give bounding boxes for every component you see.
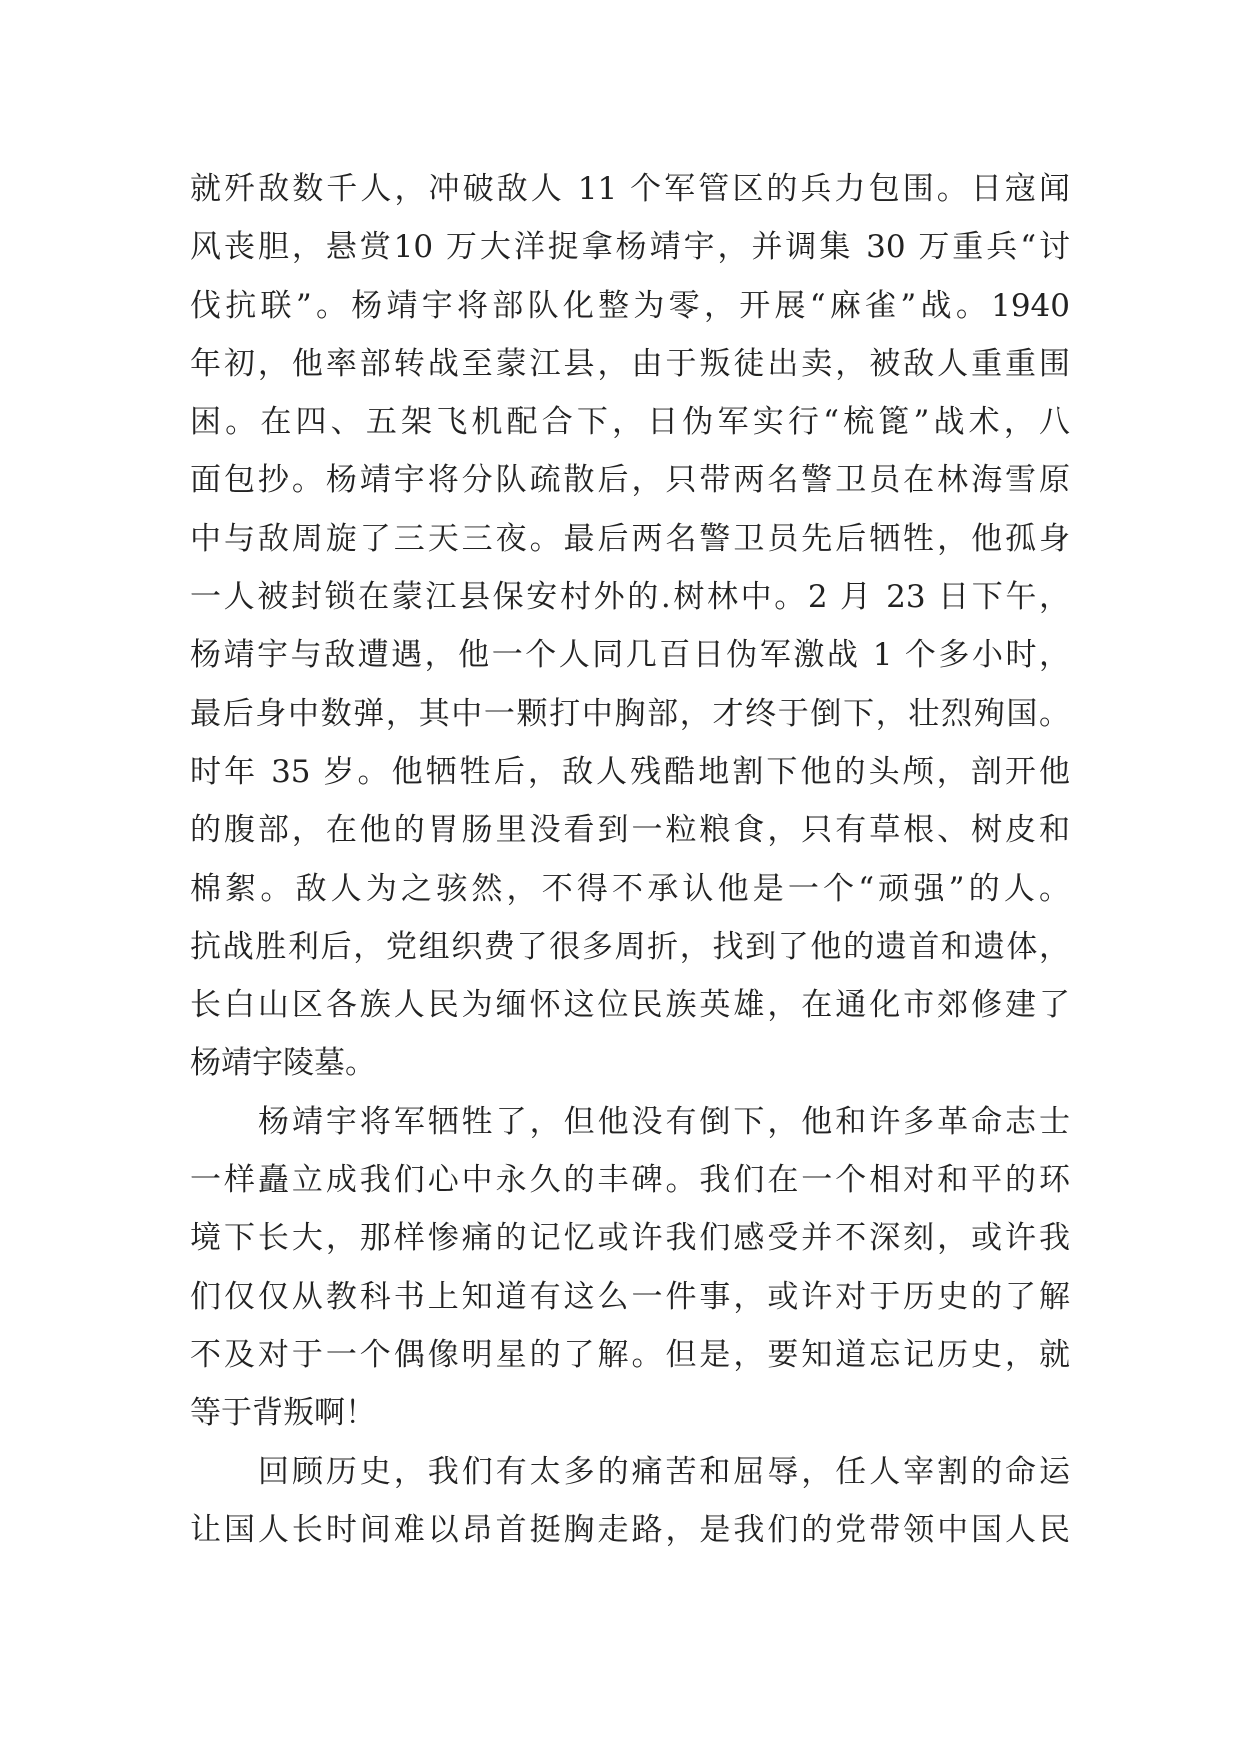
text-line: 风丧胆，悬赏10 万大洋捉拿杨靖宇，并调集 30 万重兵“讨 [190, 229, 1070, 266]
text-line: 杨靖宇与敌遭遇，他一个人同几百日伪军激战 1 个多小时， [190, 637, 1070, 674]
text-line: 最后身中数弹，其中一颗打中胸部，才终于倒下，壮烈殉国。 [190, 695, 1070, 732]
text-line: 的腹部，在他的胃肠里没看到一粒粮食，只有草根、树皮和 [190, 812, 1070, 849]
text-line: 困。在四、五架飞机配合下，日伪军实行“梳篦”战术，八 [190, 404, 1070, 441]
text-line: 就歼敌数千人，冲破敌人 11 个军管区的兵力包围。日寇闻 [190, 171, 1070, 207]
text-line: 让国人长时间难以昂首挺胸走路，是我们的党带领中国人民 [190, 1511, 1070, 1548]
text-line: 一样矗立成我们心中永久的丰碑。我们在一个相对和平的环 [190, 1162, 1070, 1199]
text-line: 们仅仅从教科书上知道有这么一件事，或许对于历史的了解 [190, 1278, 1070, 1315]
body-text [190, 160, 1070, 1559]
text-line: 杨靖宇将军牺牲了，但他没有倒下，他和许多革命志士 [258, 1103, 1070, 1140]
text-line: 杨靖宇陵墓。 [190, 1045, 376, 1082]
text-line: 等于背叛啊！ [190, 1395, 376, 1432]
text-line: 回顾历史，我们有太多的痛苦和屈辱，任人宰割的命运 [258, 1453, 1070, 1490]
text-line: 时年 35 岁。他牺牲后，敌人残酷地割下他的头颅，剖开他 [190, 753, 1070, 790]
text-line: 长白山区各族人民为缅怀这位民族英雄，在通化市郊修建了 [190, 987, 1070, 1024]
text-line: 一人被封锁在蒙江县保安村外的.树林中。2 月 23 日下午， [190, 579, 1070, 616]
text-line: 境下长大，那样惨痛的记忆或许我们感受并不深刻，或许我 [190, 1220, 1070, 1257]
text-line: 面包抄。杨靖宇将分队疏散后，只带两名警卫员在林海雪原 [190, 462, 1070, 499]
text-line: 年初，他率部转战至蒙江县，由于叛徒出卖，被敌人重重围 [190, 345, 1070, 382]
text-line: 抗战胜利后，党组织费了很多周折，找到了他的遗首和遗体， [190, 928, 1070, 965]
text-line: 棉絮。敌人为之骇然，不得不承认他是一个“顽强”的人。 [190, 870, 1070, 907]
text-line: 中与敌周旋了三天三夜。最后两名警卫员先后牺牲，他孤身 [190, 520, 1070, 557]
text-line: 伐抗联”。杨靖宇将部队化整为零，开展“麻雀”战。1940 [190, 287, 1070, 324]
text-line: 不及对于一个偶像明星的了解。但是，要知道忘记历史，就 [190, 1336, 1070, 1373]
